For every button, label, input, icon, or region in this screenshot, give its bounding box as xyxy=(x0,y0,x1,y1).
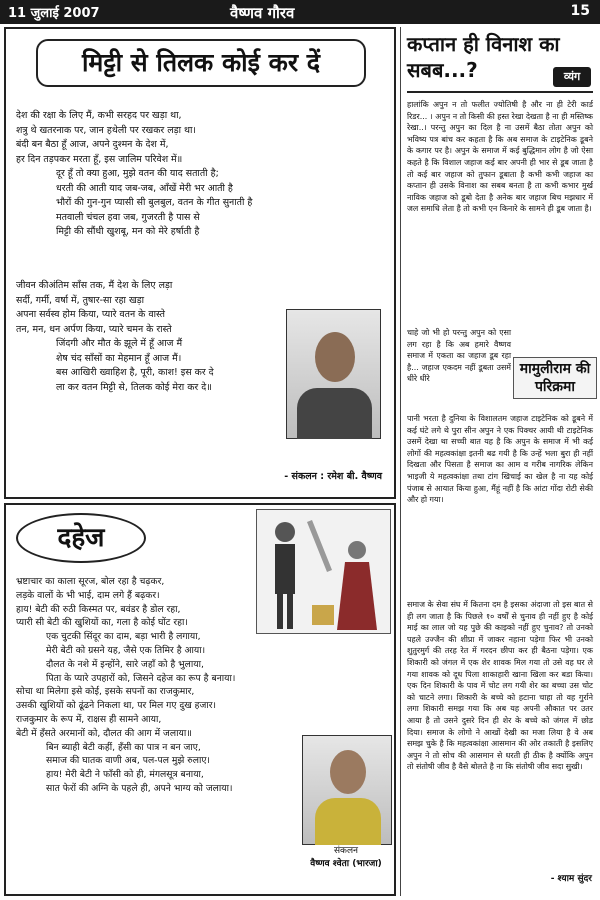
author-photo-ramesh xyxy=(286,309,381,439)
article-title: कप्तान ही विनाश का सबब...? xyxy=(407,32,560,82)
poem-line: शेष चंद साँसों का मेहमान हूँ आज मैं। xyxy=(56,352,182,364)
header-title: वैष्णव गौरव xyxy=(230,4,295,22)
poem-line: एक चुटकी सिंदूर का दाम, बड़ा भारी है लगाया, xyxy=(46,631,201,643)
article-paragraph: हालांकि अपुन न तो फलीत ज्योतिषी है और ना ही टेरी कार्ड रिडर... । अपुन न तो किसी की हस्त रेखा देखता है ना ही मस्तिष्क रेखा..। परन्तु अपुन का दिल है ना उसमें बैठा तोता अपुन को भविष्य पत्र बांच कर कहता है कि अब समाज के टाइटेनिक डूबने के कगार पर है। अपुन के समाज में कई बुद्धिमान लोग है जो ऐसा कहते है कि विशाल जहाज कई बार अपनी ही भार से डूब जाता है तो कई बार जहाज को तुफान डूबाता है कभी कभी जहाज का कप्तान ही उसके विनाश का सबब बनता है ता कभी कभार मुर्ख नाविक जहाज को डूबो देता है अनेक बार जहाज बिच मझधार में जल समाधि लेता है तो कभी एन किनारे के सामने ही डूब जाता है। xyxy=(407,100,593,214)
poem-line: दौलत के नशे में इन्होंने, सारे जहाँ को है भुलाया, xyxy=(46,658,204,670)
caption-author-name: वैष्णव श्वेता (भारजा) xyxy=(310,859,382,869)
poem-line: मतवाली चंचल हवा जब, गुजरती है पास से xyxy=(56,211,200,223)
poem-line: हाय! मेरी बेटी ने फाँसी को ही, मंगलसूत्र बनाया, xyxy=(46,769,204,781)
poem-line: धरती की आती याद जब-जब, आँखें मेरी भर आती है xyxy=(56,182,233,194)
poem-line: मेरी बेटी को ग्रसने यह, जैसे एक तिमिर है आया। xyxy=(46,644,206,656)
caption-label: संकलन xyxy=(333,846,359,856)
poem-mitti-credit: - संकलन : रमेश बी. वैष्णव xyxy=(284,471,382,482)
article-credit: - श्याम सुंदर xyxy=(550,874,592,884)
satire-article-column xyxy=(400,27,598,896)
poem-line: जिंदगी और मौत के झूले में हूँ आज मैं xyxy=(56,338,183,349)
poem-dahej-lines xyxy=(16,575,235,796)
poem-line: सात फेरों की अग्नि के पहले ही, अपने भाग्य को जलाया। xyxy=(46,782,233,794)
dowry-cartoon-illustration xyxy=(256,509,391,634)
poem-line: देश की रक्षा के लिए मैं, कभी सरहद पर खड़ा था, xyxy=(16,110,182,121)
title-rule xyxy=(407,91,593,93)
header-date: 11 जुलाई 2007 xyxy=(8,6,100,21)
poem-line: तन, मन, धन अर्पण किया, प्यारे चमन के रास्ते xyxy=(16,323,172,335)
poem-mitti-lines-b xyxy=(16,279,214,395)
poem-line: पिता के प्यारे उपहारों को, जिसने दहेज का रूप है बनाया। xyxy=(46,672,236,684)
poem-line: ला कर वतन मिट्टी से, तिलक कोई मेरा कर दे॥ xyxy=(56,381,212,393)
article-paragraph: पानी भरता है दुनिया के विशालतम जहाज टाइटेनिक को डूबने में कई घंटे लगे थे पुरा सीन अपुन ने एक पिक्चर आयी थी टाइटेनिक उसमें देखा था सच्ची बात यह है कि अपुन के समाज में भी कई लोगों की महत्वकांक्षा इतनी बढ गयी है कि उन्हें भला बुरा ही नहीं दिखता और पिसता है समाज का आम व गरीब नागरिक लेकिन भाइजी ये महत्वकांक्षा तथा टांग खिचाई का खेल है ना यह कोई पंजाब से आयात किया हुआ, मैंहूं नहीं है कि आंटा गोंदा रोटी सेकी और हो गया। xyxy=(407,414,593,505)
poem-line: सोचा था मिलेगा इसे कोई, इसके सपनों का राजकुमार, xyxy=(16,686,195,698)
article-paragraph: चाहे जो भी हो परन्तु अपुन को एसा लग रहा है कि अब हमारे वैष्णव समाज में एकता का जहाज डूब रहा है... जहाज एकदम नहीं डूबता उसमें धीरे धीरे xyxy=(407,328,511,384)
poem-line: प्यारी सी बेटी की खुशियों का, गला है कोई घोंट रहा। xyxy=(16,617,188,629)
article-paragraph: समाज के सेवा संघ में कितना दम है इसका अंदाजा तो इस बात से ही लग जाता है कि पिछले १० वर्षों से चुनाव ही नहीं हुए है कोई माई का लाल जो यह पुछे की काइको नहीं हुए चुनाव? तो उनको पहले उज्जैन की शीप्रा में जाकर नहाना पड़ेगा फिर भी उनको शुतुरमुर्ग की तरह रेत में गरदन छीपा कर ही बैठना पड़ेगा। एक शिकारी को जंगल में एक शेर शावक मिल गया तो उसे वह घर ले गया शावक को दूध पिला शाकाहारी खाना खिला कर बडा किया। एक दिन शिकारी के पाव में चोट लग गयी शेर का बच्चा उस चोट को चाटने लगा। शिकारी के बच्चे को हटाना चाहा तो वह गुर्राने लगा शिकारी समझ गया कि अब यह अपनी औकात पर उतर आया है तो उसने दुसरे दिन ही शेर के बच्चे को जंगल में छोड दिया। समाज के लोगो ने आखों देखी का मजा लिया है वे अब समझ चुके है कि महत्वकांक्षा आसमान की ओर तकाती है इसलिए अपुन ने तो सोच की आसमान से धरती ही ठीक है क्योंकि अपुन तो संतोषी जीव है वैसे बोलते है ना कि संतोषी जीव सदा सुखी। xyxy=(407,600,593,772)
poem-line: समाज की घातक वाणी अब, पल-पल मुझे रुलाए। xyxy=(46,755,210,767)
page-header xyxy=(0,0,600,24)
poem-line: बंदी बन बैठा हूँ आज, अपने दुश्मन के देश में, xyxy=(16,139,169,150)
poem-line: बिन ब्याही बेटी कहीं, हँसी का पात्र न बन जाए, xyxy=(46,741,201,753)
poem-dahej-caption xyxy=(294,845,398,871)
poem-line: सर्दी, गर्मी, वर्षा में, तुषार-सा रहा खड़ा xyxy=(16,294,145,306)
poem-line: जीवन कीअंतिम साँस तक, मैं देश के लिए लड़ा xyxy=(16,280,173,291)
poem-line: भ्रष्टाचार का काला सूरज, बोल रहा है चढ़कर, xyxy=(16,576,165,587)
poem-line: राजकुमार के रूप में, राक्षस ही सामने आया, xyxy=(16,713,162,725)
poem-mitti-box xyxy=(4,27,396,499)
article-column-subhead: मामुलीराम की परिक्रमा xyxy=(513,357,597,399)
poem-line: भौरों की गुन-गुन प्यासी सी बुलबुल, वतन के गीत सुनाती है xyxy=(56,197,253,208)
poem-line: हाय! बेटी की रुठी किस्मत पर, बवंडर है डोल रहा, xyxy=(16,603,181,615)
poem-line: लड़के वालों के भी भाई, दाम लगे हैं बढ़कर। xyxy=(16,589,160,601)
poem-line: हर दिन तड़पकर मरता हूँ, इस जालिम परिवेश में॥ xyxy=(16,153,183,165)
poem-mitti-title: मिट्टी से तिलक कोई कर दें xyxy=(36,39,366,87)
article-tag-badge: व्यंग xyxy=(553,67,591,87)
poem-line: मिट्टी की सौंधी खुशबू, मन को मेरे हर्षाती है xyxy=(56,226,200,237)
poem-line: अपना सर्वस्व होम किया, प्यारे वतन के वास्ते xyxy=(16,309,165,320)
author-photo-shweta xyxy=(302,735,392,845)
header-page-number: 15 xyxy=(570,3,590,19)
poem-line: उसकी खुशियों को ढूंढने निकला था, पर मिल गए दुख हजार। xyxy=(16,700,216,712)
poem-mitti-lines xyxy=(16,109,252,240)
poem-dahej-title: दहेज xyxy=(16,513,146,563)
poem-line: बेटी में हँसते अरमानों को, दौलत की आग में जलाया॥ xyxy=(16,727,192,739)
poem-line: शत्रु थे खतरनाक पर, जान हथेली पर रखकर लड़ा था। xyxy=(16,124,196,136)
poem-dahej-box xyxy=(4,503,396,896)
poem-line: बस आखिरी ख्वाहिश है, पूरी, काश! इस कर दे xyxy=(56,367,214,378)
poem-line: दूर हूँ तो क्या हुआ, मुझे वतन की याद सताती है; xyxy=(56,168,219,179)
